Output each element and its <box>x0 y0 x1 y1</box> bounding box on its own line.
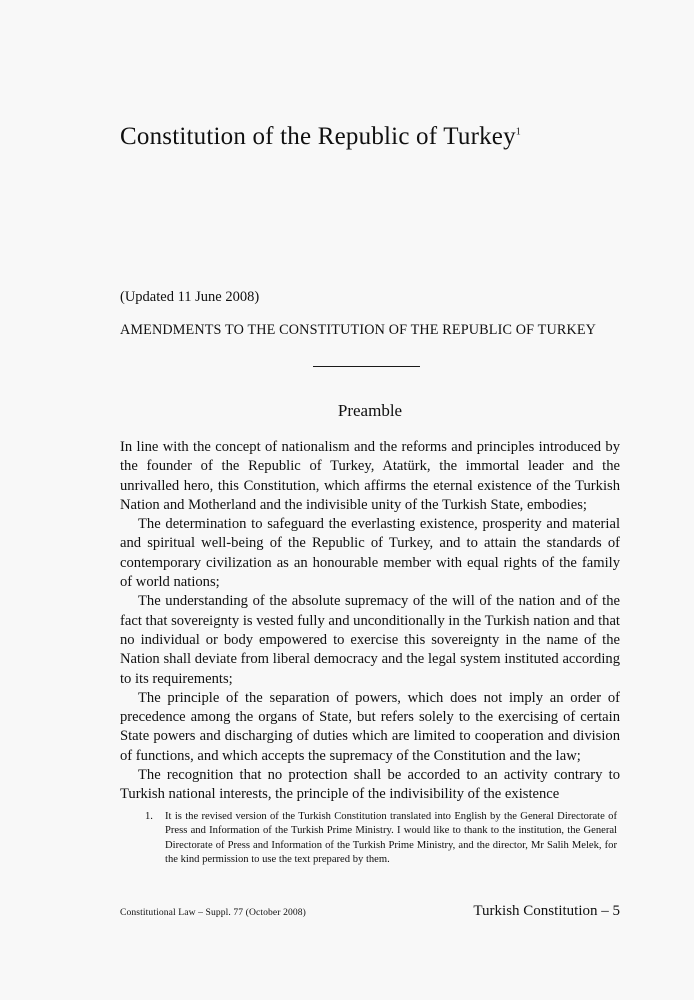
title-footnote-marker: 1 <box>515 126 521 138</box>
preamble-heading: Preamble <box>337 401 403 420</box>
preamble-body <box>120 438 620 805</box>
section-divider-rule <box>313 366 420 367</box>
amendments-heading: AMENDMENTS TO THE CONSTITUTION OF THE REPUBLIC OF TURKEY <box>120 322 597 338</box>
preamble-paragraph-5: The recognition that no protection shall be accorded to an activity contrary to Turkish national interests, the principle of the indivisibility of the existence <box>120 767 620 803</box>
footer-page-label: Turkish Constitution – 5 <box>473 903 620 919</box>
footnote-number: 1. <box>145 811 153 822</box>
footnote-text: It is the revised version of the Turkish Constitution translated into English by the General Directorate of Press and Information of the Turkish Prime Ministry. I would like to thank to the institution, the General Directorate of Press and Information of the Turkish Prime Ministry, and the director, Mr Salih Melek, for the kind permission to use the text prepared by them. <box>165 811 617 866</box>
updated-date-line: (Updated 11 June 2008) <box>120 289 260 305</box>
page-title <box>120 122 620 152</box>
preamble-paragraph-3: The understanding of the absolute supremacy of the will of the nation and of the fact that sovereignty is vested fully and unconditionally in the Turkish nation and that no individual or body empowered to exercise this sovereignty in the name of the Nation shall deviate from liberal democracy and the legal system instituted according to its requirements; <box>120 593 620 687</box>
footer-publication-info: Constitutional Law – Suppl. 77 (October 2008) <box>120 907 306 918</box>
preamble-paragraph-2: The determination to safeguard the everlasting existence, prosperity and material and spiritual well-being of the Republic of Turkey, and to attain the standards of contemporary civilization as an honourable member with equal rights of the family of world nations; <box>120 516 620 591</box>
preamble-paragraph-4: The principle of the separation of powers, which does not imply an order of precedence among the organs of State, but refers solely to the exercising of certain State powers and discharging of duties which are limited to cooperation and division of functions, and which accepts the supremacy of the Constitution and the law; <box>120 689 620 764</box>
preamble-paragraph-1: In line with the concept of nationalism and the reforms and principles introduced by the founder of the Republic of Turkey, Atatürk, the immortal leader and the unrivalled hero, this Constitution, which affirms the eternal existence of the Turkish Nation and Motherland and the indivisible unity of the Turkish State, embodies; <box>120 439 620 513</box>
footnote-1 <box>145 810 617 868</box>
page-title-text: Constitution of the Republic of Turkey <box>120 123 516 150</box>
